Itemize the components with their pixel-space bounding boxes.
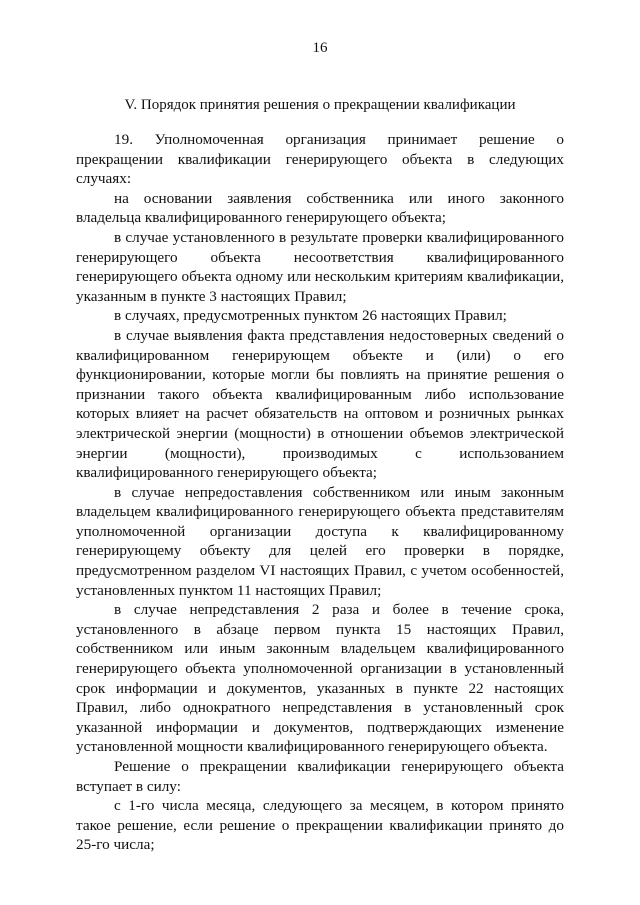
paragraph-effective-date: с 1-го числа месяца, следующего за месяцем, в котором принято такое решение, если решение о прекращении квалификации принято до 25-го числа; [76, 797, 564, 854]
paragraph-decision-effective: Решение о прекращении квалификации генерирующего объекта вступает в силу: [76, 758, 564, 795]
paragraph-criteria-mismatch: в случае установленного в результате проверки квалифицированного генерирующего объекта несоответствия квалифицированного генерирующего объекта одному или нескольким критериям квалификации, указанным в пункте 3 настоящих Правил; [76, 228, 564, 305]
page-number: 16 [312, 40, 328, 56]
paragraph-owner-application: на основании заявления собственника или иного законного владельца квалифицированного генерирующего объекта; [76, 189, 564, 227]
paragraph-access-denied: в случае непредоставления собственником или иным законным владельцем квалифицированного генерирующего объекта представителям уполномоченной организации доступа к квалифицированному генерирующему объекту для целей его проверки в порядке, предусмотренном разделом VI настоящих Правил, с учетом особенностей, установленных пунктом 11 настоящих Правил; [76, 483, 564, 599]
section-title: V. Порядок принятия решения о прекращении квалификации [124, 97, 516, 113]
paragraph-false-information: в случае выявления факта представления недостоверных сведений о квалифицированном генерирующем объекте и (или) о его функционировании, которые могли бы повлиять на принятие решения о признании такого объекта квалифицированным либо использование которых влияет на расчет обязательств на оптовом и розничных рынках электрической энергии (мощности) в отношении объемов электрической энергии (мощности), производимых с использованием квалифицированного генерирующего объекта; [76, 326, 564, 482]
paragraph-item-19-intro: 19. Уполномоченная организация принимает решение о прекращении квалификации генерирующего объекта в следующих случаях: [76, 131, 564, 188]
document-body [76, 130, 564, 855]
paragraph-documents-not-provided: в случае непредставления 2 раза и более в течение срока, установленного в абзаце первом пункта 15 настоящих Правил, собственником или иным законным владельцем квалифицированного генерирующего объекта уполномоченной организации в установленный срок информации и документов, указанных в пункте 22 настоящих Правил, либо однократного непредставления в установленный срок указанной информации и документов, подтверждающих изменение установленной мощности квалифицированного генерирующего объекта. [76, 601, 564, 756]
paragraph-item-26-cases: в случаях, предусмотренных пунктом 26 настоящих Правил; [114, 307, 507, 325]
